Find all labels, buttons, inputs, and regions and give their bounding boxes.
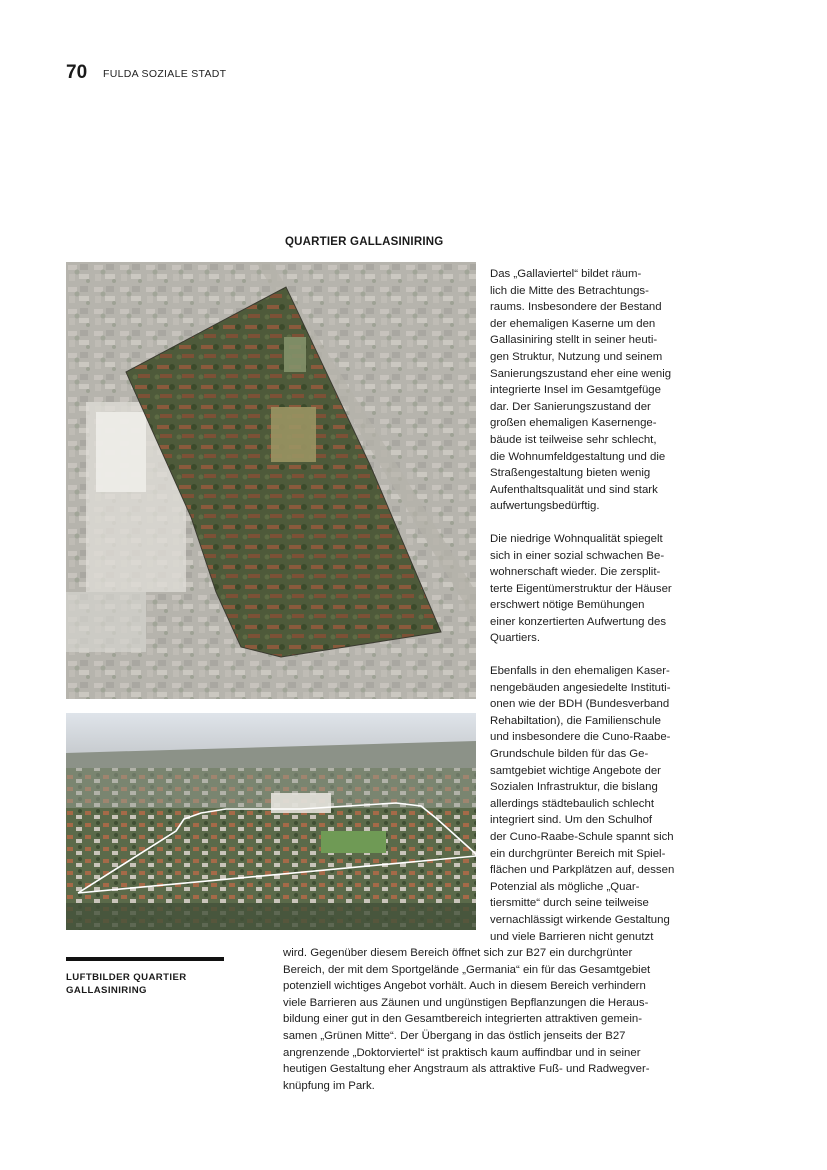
paragraph-3 — [490, 663, 705, 945]
text-line: der Cuno-Raabe-Schule spannt sich — [490, 831, 674, 843]
aerial-map-image — [66, 262, 476, 699]
text-line: Gallasiniring stellt in seiner heuti- — [490, 334, 658, 347]
text-line: Straßengestaltung bieten wenig — [490, 467, 651, 480]
text-line: Bereich, der mit dem Sportgelände „Germania“ ein für das Gesamtgebiet — [283, 963, 651, 976]
text-line: erschwert nötige Bemühungen — [490, 599, 645, 612]
text-line: Rehabiltation), die Familienschule — [490, 714, 661, 727]
text-line: integrierte Insel im Gesamtgefüge — [490, 384, 661, 397]
caption-rule — [66, 957, 224, 961]
text-line: Sanierungszustand eher eine wenig — [490, 367, 672, 380]
text-line: Das „Gallaviertel“ bildet räum- — [490, 268, 642, 280]
body-text-column — [490, 266, 705, 961]
text-line: potenziell wichtiges Angebot vorhält. Auch in diesem Bereich verhindern — [283, 980, 646, 993]
text-line: Ebenfalls in den ehemaligen Kaser- — [490, 665, 670, 678]
text-line: wird. Gegenüber diesem Bereich öffnet sich zur B27 ein durchgrünter — [283, 947, 633, 959]
text-line: viele Barrieren aus Zäunen und ungünstigen Bepflanzungen die Heraus- — [283, 996, 649, 1009]
text-line: bildung einer gut in den Gesamtbereich integrierten attraktiven gemein- — [283, 1013, 643, 1026]
text-line: allerdings städtebaulich schlecht — [490, 797, 654, 810]
text-line: samen „Grünen Mitte“. Der Übergang in das östlich jenseits der B27 — [283, 1029, 626, 1042]
page-number: 70 — [66, 62, 88, 83]
text-line: gen Struktur, Nutzung und seinem — [490, 350, 663, 363]
section-title: QUARTIER GALLASINIRING — [285, 236, 444, 248]
text-line: Potenzial als mögliche „Quar- — [490, 880, 640, 893]
text-line: lich die Mitte des Betrachtungs- — [490, 284, 649, 297]
text-line: die Wohnumfeldgestaltung und die — [490, 450, 666, 463]
running-title: FULDA SOZIALE STADT — [103, 68, 227, 80]
text-line: Aufenthaltsqualität und sind stark — [490, 483, 658, 496]
text-line: Grundschule bilden für das Ge- — [490, 748, 649, 761]
paragraph-2 — [490, 531, 705, 647]
caption-line: LUFTBILDER QUARTIER — [66, 972, 187, 983]
text-line: einer konzertierten Aufwertung des — [490, 615, 667, 628]
text-line: wohnerschaft wieder. Die zersplit- — [490, 566, 661, 579]
text-line: sich in einer sozial schwachen Be- — [490, 549, 665, 562]
text-line: ein durchgrünter Bereich mit Spiel- — [490, 847, 666, 860]
text-line: aufwertungsbedürftig. — [490, 500, 600, 513]
text-line: angrenzende „Doktorviertel“ ist praktisch kaum auffindbar und in seiner — [283, 1046, 641, 1059]
text-line: Quartiers. — [490, 632, 541, 645]
caption-line: GALLASINIRING — [66, 985, 147, 996]
text-line: terte Eigentümerstruktur der Häuser — [490, 582, 672, 595]
text-line: bäude ist teilweise sehr schlecht, — [490, 433, 657, 446]
text-line: raums. Insbesondere der Bestand — [490, 301, 662, 314]
text-line: vernachlässigt wirkende Gestaltung — [490, 913, 670, 926]
text-line: tiersmitte“ durch seine teilweise — [490, 897, 649, 910]
text-line: Die niedrige Wohnqualität spiegelt — [490, 532, 663, 545]
figure-caption — [66, 971, 226, 997]
text-line: großen ehemaligen Kasernenge- — [490, 417, 657, 430]
text-line: knüpfung im Park. — [283, 1079, 375, 1092]
text-line: onen wie der BDH (Bundesverband — [490, 698, 670, 711]
text-line: samtgebiet wichtige Angebote der — [490, 764, 661, 777]
text-line: heutigen Gestaltung eher Angstraum als attraktive Fuß- und Radwegver- — [283, 1063, 650, 1076]
aerial-oblique-photo — [66, 713, 476, 930]
text-line: und insbesondere die Cuno-Raabe- — [490, 731, 671, 744]
paragraph-3-continued — [283, 945, 693, 1094]
paragraph-1 — [490, 266, 705, 515]
text-line: integriert sind. Um den Schulhof — [490, 814, 653, 827]
text-line: nengebäuden angesiedelte Instituti- — [490, 681, 671, 694]
text-line: der ehemaligen Kaserne um den — [490, 317, 656, 330]
text-line: Sozialen Infrastruktur, die bislang — [490, 781, 658, 794]
text-line: dar. Der Sanierungszustand der — [490, 400, 651, 413]
text-line: und viele Barrieren nicht genutzt — [490, 930, 654, 943]
text-line: flächen und Parkplätzen auf, dessen — [490, 864, 675, 877]
